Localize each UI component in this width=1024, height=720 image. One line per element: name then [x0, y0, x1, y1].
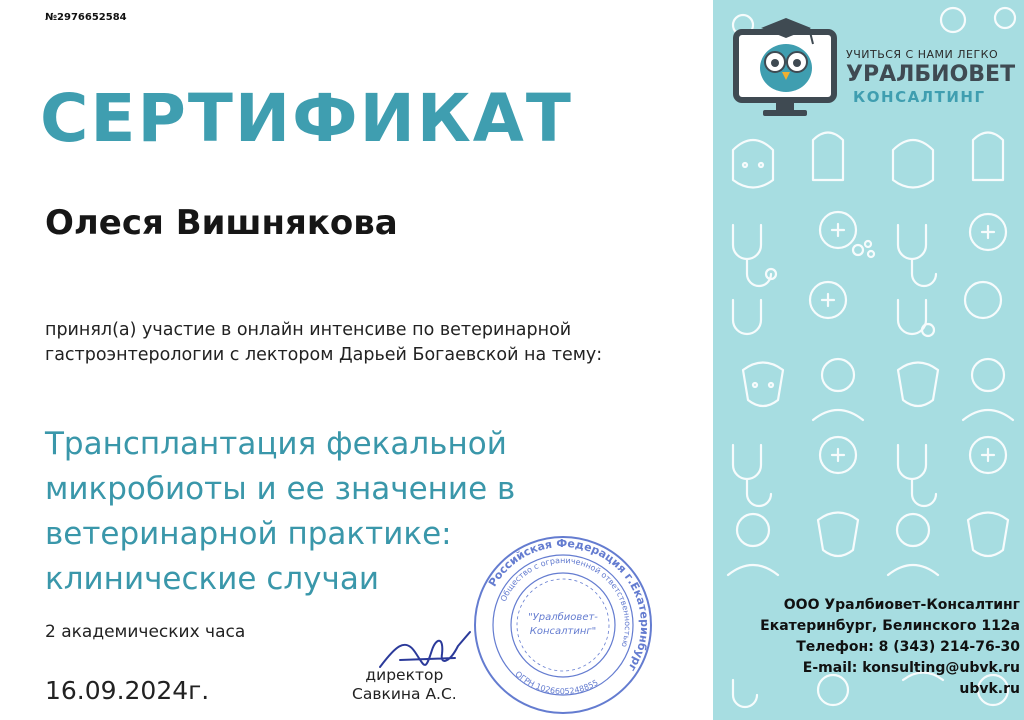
- company-name: ООО Уралбиовет-Консалтинг: [783, 597, 1020, 613]
- topic-line: Трансплантация фекальной: [45, 426, 507, 462]
- topic-line: клинические случаи: [45, 561, 379, 597]
- brand-tagline: УЧИТЬСЯ С НАМИ ЛЕГКО: [846, 48, 999, 61]
- company-phone: Телефон: 8 (343) 214-76-30: [796, 639, 1020, 655]
- stamp-outer-text: Российская Федерация г.Екатеринбург: [486, 536, 652, 674]
- participation-text: принял(а) участие в онлайн интенсиве по ветеринарной гастроэнтерологии с лектором Дарьей Богаевской на тему:: [45, 320, 603, 365]
- brand-name: УРАЛБИОВЕТ: [846, 62, 1016, 87]
- company-address: Екатеринбург, Белинского 112а: [760, 618, 1020, 634]
- certificate-number: №2976652584: [45, 12, 127, 23]
- recipient-name: Олеся Вишнякова: [45, 203, 398, 243]
- academic-hours: 2 академических часа: [45, 622, 246, 642]
- topic-line: микробиоты и ее значение в: [45, 471, 516, 507]
- director-role: директор: [365, 666, 444, 684]
- brand-subname: КОНСАЛТИНГ: [853, 88, 986, 106]
- company-email: E-mail: konsulting@ubvk.ru: [802, 660, 1020, 676]
- stamp-center-line2: Консалтинг": [529, 626, 597, 637]
- stamp-inner-text: Общество с ограниченной ответственностью: [498, 555, 633, 649]
- owl-monitor-logo: [731, 10, 841, 120]
- company-site: ubvk.ru: [959, 681, 1020, 697]
- topic-line: ветеринарной практике:: [45, 516, 452, 552]
- brand-panel: [713, 0, 1024, 720]
- contact-block: [715, 595, 1020, 700]
- stamp-center-line1: "Уралбиовет-: [528, 612, 598, 623]
- svg-text:ОГРН 1026605248855: [513, 669, 599, 696]
- company-stamp: [468, 530, 658, 720]
- director-block: [352, 666, 457, 704]
- stamp-bottom-text: ОГРН 1026605248855: [513, 669, 600, 697]
- issue-date: 16.09.2024г.: [45, 676, 210, 705]
- certificate-title: СЕРТИФИКАТ: [40, 80, 573, 157]
- director-name: Савкина А.С.: [352, 685, 457, 703]
